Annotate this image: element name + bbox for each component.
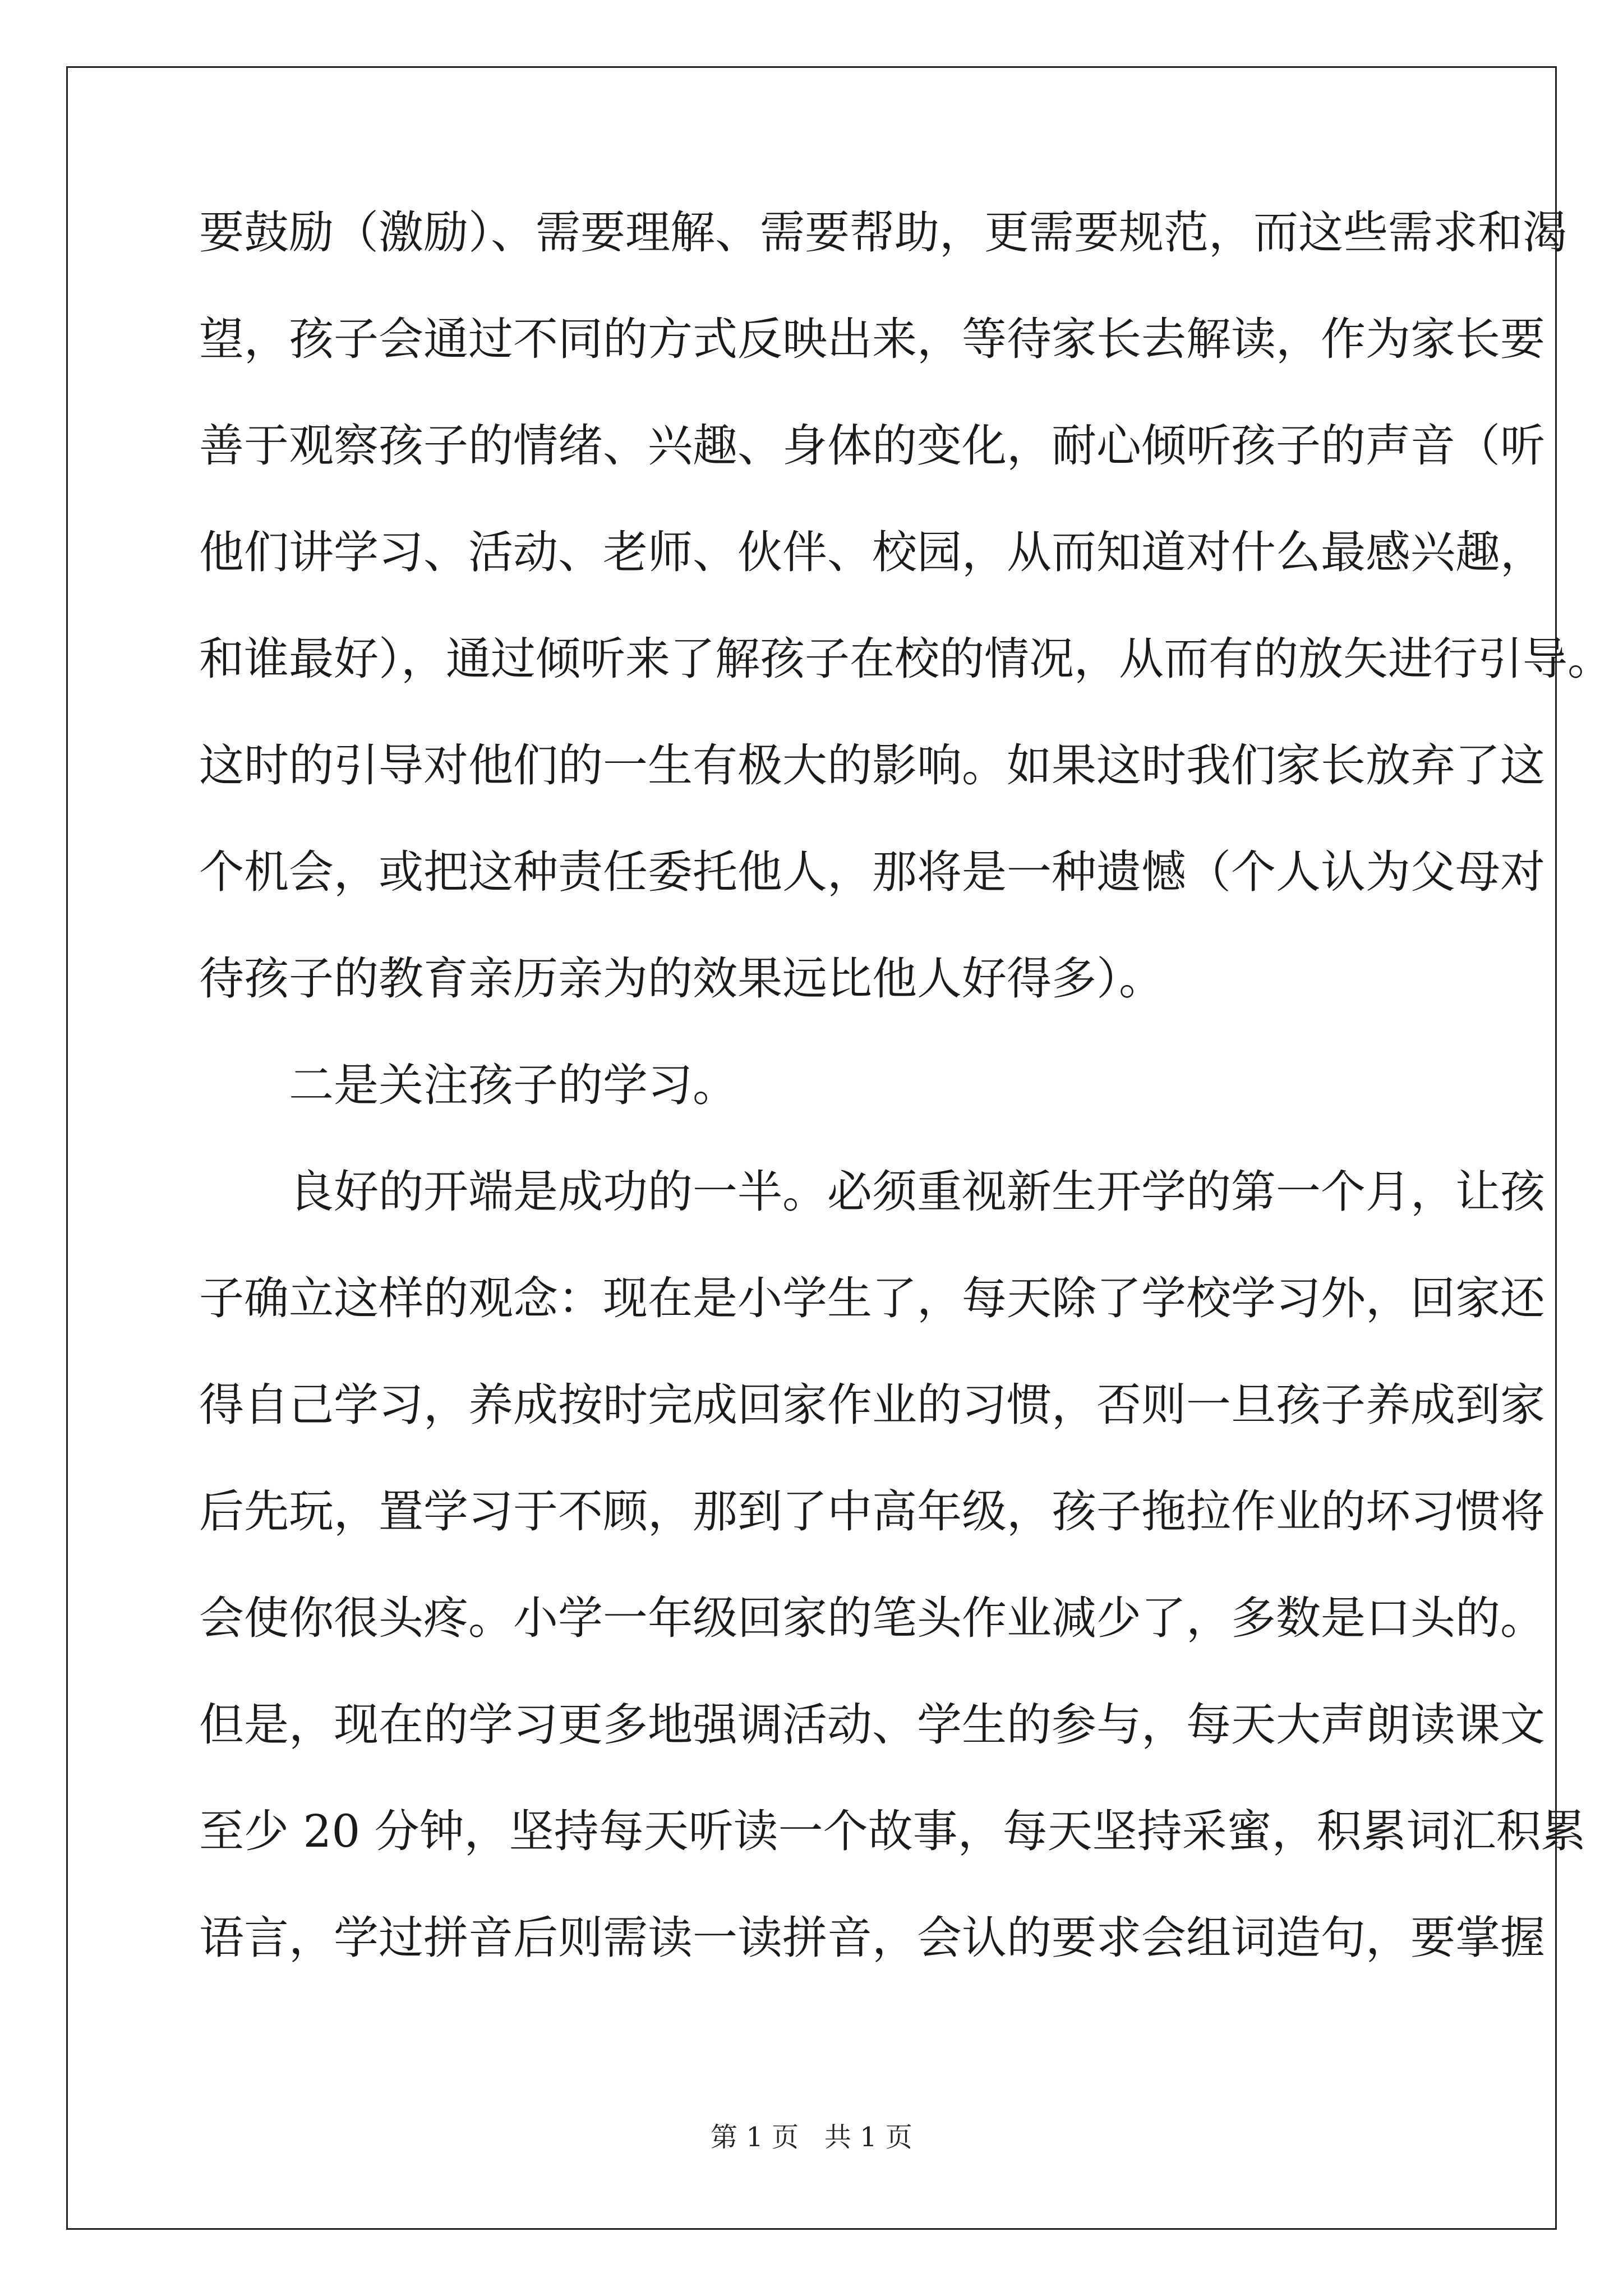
section-heading: 二是关注孩子的学习。 <box>289 1059 737 1111</box>
paragraph-line: 善于观察孩子的情绪、兴趣、身体的变化，耐心倾听孩子的声音（听 <box>199 420 1545 472</box>
paragraph-line: 得自己学习，养成按时完成回家作业的习惯，否则一旦孩子养成到家 <box>199 1379 1545 1431</box>
paragraph-line: 待孩子的教育亲历亲为的效果远比他人好得多）。 <box>199 953 1164 1005</box>
paragraph-line: 望，孩子会通过不同的方式反映出来，等待家长去解读，作为家长要 <box>199 313 1545 365</box>
paragraph-line: 这时的引导对他们的一生有极大的影响。如果这时我们家长放弃了这 <box>199 739 1545 792</box>
paragraph-line: 但是，现在的学习更多地强调活动、学生的参与，每天大声朗读课文 <box>199 1699 1545 1751</box>
document-body <box>199 206 1612 2019</box>
paragraph-line: 至少 20 分钟，坚持每天听读一个故事，每天坚持采蜜，积累词汇积累 <box>199 1805 1586 1857</box>
paragraph-line: 个机会，或把这种责任委托他人，那将是一种遗憾（个人认为父母对 <box>199 846 1545 898</box>
paragraph-line: 要鼓励（激励）、需要理解、需要帮助，更需要规范，而这些需求和渴 <box>199 206 1567 259</box>
paragraph-line: 和谁最好），通过倾听来了解孩子在校的情况，从而有的放矢进行引导。 <box>199 633 1612 685</box>
paragraph-line: 子确立这样的观念：现在是小学生了，每天除了学校学习外，回家还 <box>199 1272 1545 1324</box>
page-footer: 第 1 页 共 1 页 <box>711 2122 912 2153</box>
paragraph-line: 后先玩，置学习于不顾，那到了中高年级，孩子拖拉作业的坏习惯将 <box>199 1485 1545 1538</box>
paragraph-line: 语言，学过拼音后则需读一读拼音，会认的要求会组词造句，要掌握 <box>199 1912 1545 1964</box>
paragraph-line: 良好的开端是成功的一半。必须重视新生开学的第一个月，让孩 <box>289 1166 1545 1218</box>
paragraph-line: 会使你很头疼。小学一年级回家的笔头作业减少了，多数是口头的。 <box>199 1592 1545 1644</box>
paragraph-line: 他们讲学习、活动、老师、伙伴、校园，从而知道对什么最感兴趣， <box>199 526 1545 578</box>
